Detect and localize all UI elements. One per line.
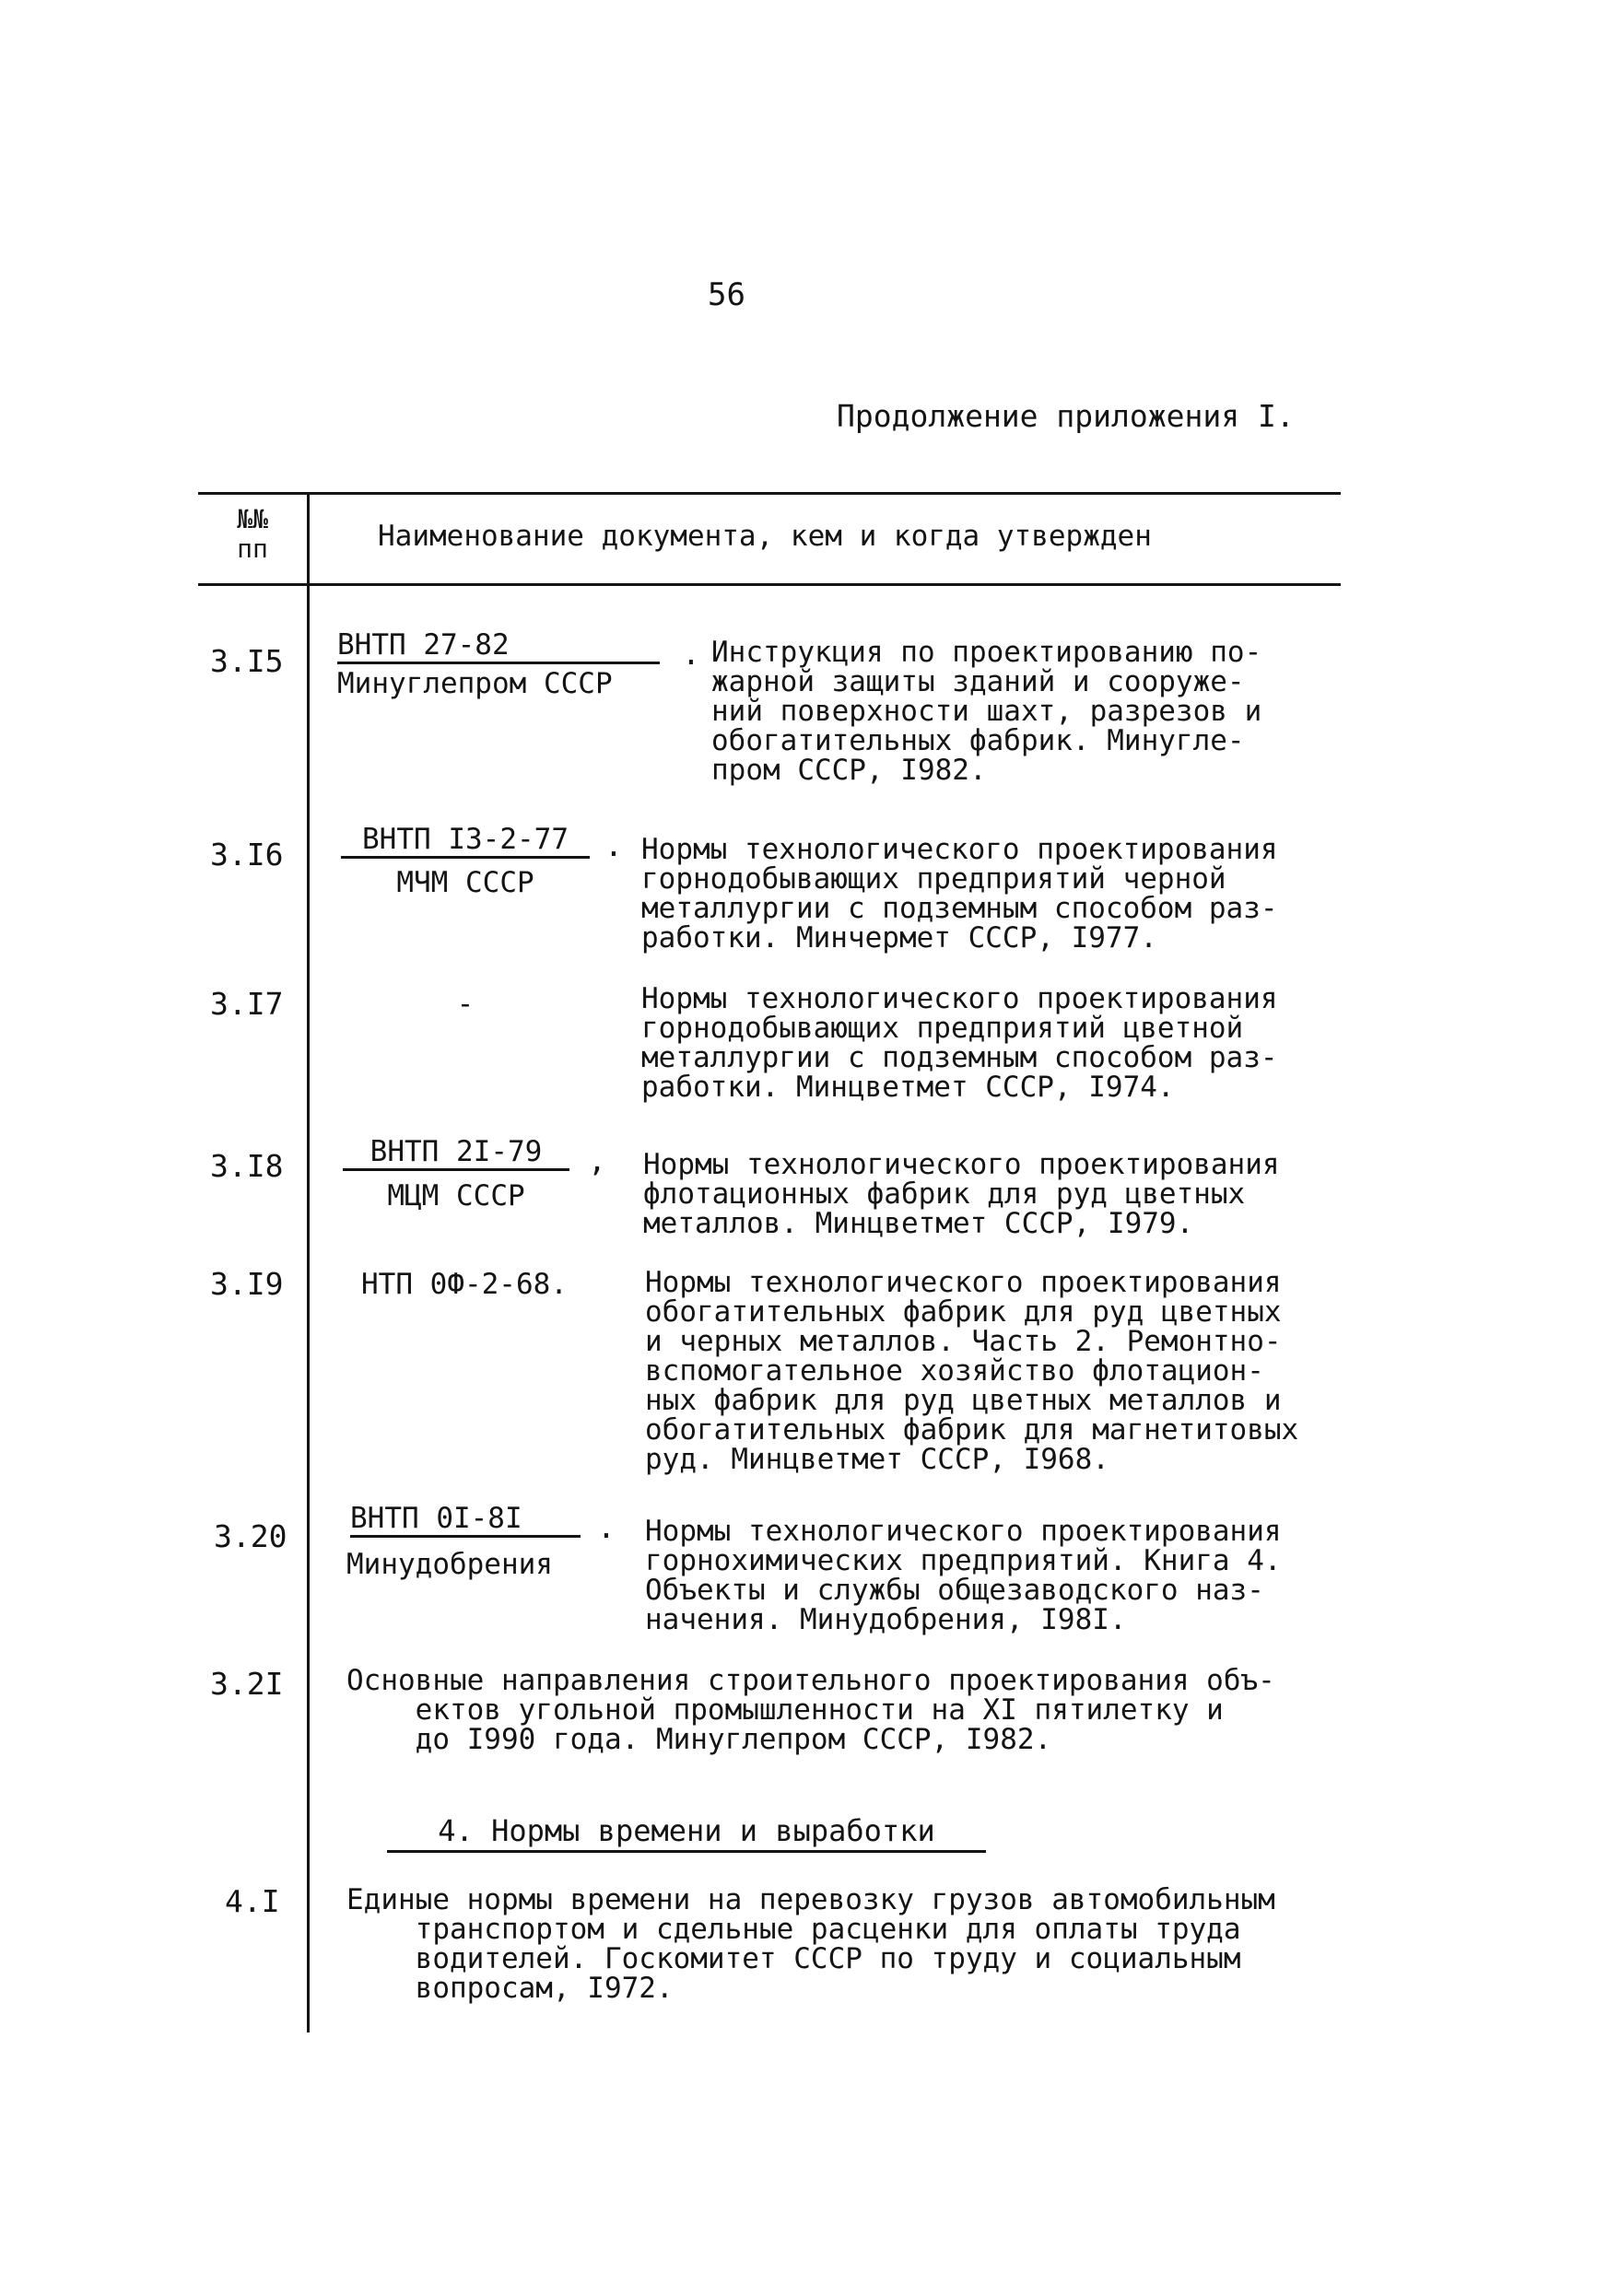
- doc-description: Нормы технологического проектирования обогатительных фабрик для руд цветных и черных металлов. Часть 2. Ремонтно- вспомогательное хозяйство флотацион- ных фабрик для руд цветных металлов и обогатительных фабрик для магнетитовых руд. Минцветмет СССР, I968.: [645, 1266, 1299, 1476]
- approving-org: Минуглепром СССР: [337, 667, 613, 700]
- separator-dot: .: [604, 827, 623, 863]
- separator-dot: .: [597, 1509, 616, 1545]
- doc-description: Единые нормы времени на перевозку грузов автомобильным транспортом и сдельные расценки для оплаты труда водителей. Госкомитет СССР по труду и социальным вопросам, I972.: [346, 1883, 1275, 2005]
- continuation-note: Продолжение приложения I.: [837, 398, 1295, 434]
- doc-code: ВНТП 0I-8I: [350, 1502, 581, 1538]
- row-number: 3.20: [214, 1518, 287, 1554]
- doc-description: Инструкция по проектированию по- жарной защиты зданий и сооруже- ний поверхности шахт, разрезов и обогатительных фабрик. Минугле- пром СССР, I982.: [711, 636, 1262, 787]
- doc-code: -: [456, 988, 475, 1021]
- table-top-rule: [198, 492, 1341, 495]
- table-column-divider: [307, 492, 310, 2032]
- separator-dot: .: [682, 636, 700, 672]
- doc-code: НТП 0Ф-2-68.: [361, 1268, 568, 1301]
- doc-description: Основные направления строительного проектирования объ- ектов угольной промышленности на XI пятилетку и до I990 года. Минуглепром СССР, I982.: [346, 1664, 1275, 1756]
- separator-dot: ,: [588, 1142, 606, 1178]
- approving-org: МЧМ СССР: [396, 866, 534, 899]
- row-number: 3.2I: [210, 1666, 284, 1702]
- section-heading: 4. Нормы времени и выработки: [387, 1813, 986, 1853]
- doc-description: Нормы технологического проектирования флотационных фабрик для руд цветных металлов. Минцветмет СССР, I979.: [643, 1148, 1280, 1240]
- doc-description: Нормы технологического проектирования горнодобывающих предприятий цветной металлургии с подземным способом раз- работки. Минцветмет СССР, I974.: [641, 982, 1278, 1104]
- row-number: 3.I6: [210, 837, 284, 873]
- row-number: 3.I7: [210, 986, 284, 1022]
- row-number: 4.I: [225, 1883, 280, 1919]
- doc-description: Нормы технологического проектирования горнодобывающих предприятий черной металлургии с подземным способом раз- работки. Минчермет СССР, I977.: [641, 833, 1278, 955]
- approving-org: МЦМ СССР: [387, 1179, 525, 1212]
- row-number: 3.I8: [210, 1148, 284, 1184]
- approving-org: Минудобрения: [346, 1548, 553, 1581]
- doc-code: ВНТП 2I-79: [343, 1135, 569, 1171]
- doc-description: Нормы технологического проектирования горнохимических предприятий. Книга 4. Объекты и службы общезаводского наз- начения. Минудобрения, I98I.: [645, 1515, 1282, 1636]
- doc-code: ВНТП I3-2-77: [341, 823, 590, 859]
- page-number: 56: [708, 276, 745, 313]
- row-number: 3.I5: [210, 643, 284, 679]
- row-number: 3.I9: [210, 1266, 284, 1302]
- header-title: Наименование документа, кем и когда утвержден: [378, 520, 1152, 553]
- doc-code: ВНТП 27-82: [337, 628, 660, 664]
- table-header-rule: [198, 583, 1341, 586]
- header-num-label: №№ пп: [237, 504, 268, 564]
